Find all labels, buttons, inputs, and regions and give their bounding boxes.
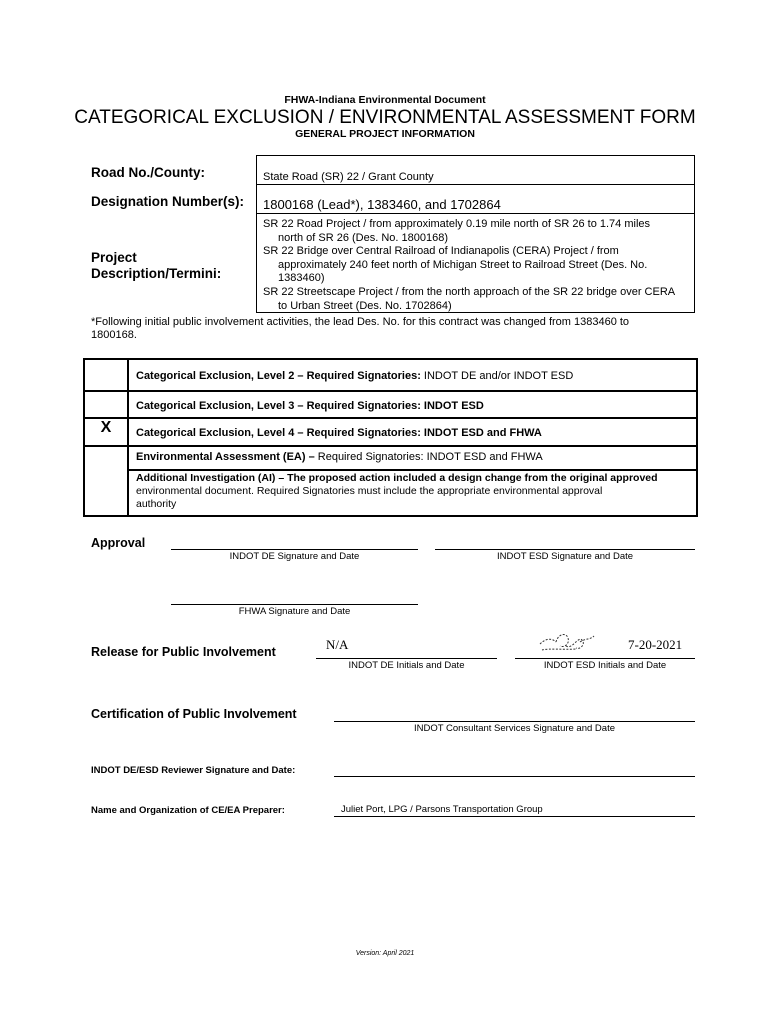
project-line: SR 22 Bridge over Central Railroad of Indianapolis (CERA) Project / from — [263, 245, 619, 258]
release-de-caption: INDOT DE Initials and Date — [348, 660, 465, 671]
designation-value: 1800168 (Lead*), 1383460, and 1702864 — [263, 197, 501, 212]
project-line: north of SR 26 (Des. No. 1800168) — [278, 231, 448, 244]
table-column-divider — [127, 360, 129, 515]
fhwa-signature-caption: FHWA Signature and Date — [238, 606, 351, 617]
level3-checkbox[interactable] — [85, 392, 127, 417]
footnote-line: 1800168. — [91, 329, 137, 341]
ai-option — [136, 472, 691, 511]
ai-description-line: authority — [136, 498, 177, 510]
table-row-divider — [85, 445, 696, 447]
form-title: CATEGORICAL EXCLUSION / ENVIRONMENTAL ASSESSMENT FORM — [74, 107, 696, 128]
footnote-line: *Following initial public involvement activities, the lead Des. No. for this contract was changed from 1383460 to — [91, 316, 630, 328]
lead-des-footnote — [91, 316, 629, 342]
project-description — [263, 218, 675, 313]
road-field[interactable] — [256, 155, 695, 185]
ai-description-line: environmental document. Required Signatories must include the appropriate environmental approval — [136, 485, 603, 497]
level3-option — [136, 400, 484, 412]
certification-line[interactable] — [334, 721, 695, 722]
release-label: Release for Public Involvement — [91, 645, 276, 659]
document-level-table — [83, 358, 698, 517]
designation-label: Designation Number(s): — [91, 194, 245, 209]
preparer-line[interactable] — [334, 816, 695, 817]
esd-initials-signature — [536, 630, 598, 656]
esd-signature-caption: INDOT ESD Signature and Date — [496, 551, 634, 562]
level4-mark: X — [100, 419, 112, 436]
level3-title: Categorical Exclusion, Level 3 – Required Signatories: INDOT ESD — [136, 400, 484, 412]
esd-signature-line[interactable] — [435, 549, 695, 550]
ea-option — [136, 451, 543, 463]
project-description-field[interactable] — [256, 214, 695, 313]
project-line: approximately 240 feet north of Michigan Street to Railroad Street (Des. No. — [278, 258, 648, 271]
release-esd-line[interactable] — [515, 658, 695, 659]
version-footer: Version: April 2021 — [355, 950, 415, 957]
preparer-value: Juliet Port, LPG / Parsons Transportation Group — [341, 804, 543, 815]
preparer-label: Name and Organization of CE/EA Preparer: — [91, 805, 285, 816]
table-row-divider — [85, 390, 696, 392]
road-label: Road No./County: — [91, 165, 205, 180]
ea-title: Environmental Assessment (EA) – — [136, 451, 315, 463]
ai-checkbox[interactable] — [85, 471, 127, 515]
reviewer-line[interactable] — [334, 776, 695, 777]
project-line: to Urban Street (Des. No. 1702864) — [278, 299, 452, 312]
level2-option — [136, 370, 573, 382]
level4-checkbox[interactable] — [85, 419, 127, 445]
release-esd-caption: INDOT ESD Initials and Date — [543, 660, 667, 671]
reviewer-label: INDOT DE/ESD Reviewer Signature and Date: — [91, 765, 296, 776]
project-line: 1383460) — [278, 272, 325, 285]
release-de-value: N/A — [326, 637, 349, 652]
level2-signatories: INDOT DE and/or INDOT ESD — [420, 370, 574, 382]
de-signature-line[interactable] — [171, 549, 418, 550]
certification-caption: INDOT Consultant Services Signature and Date — [413, 723, 615, 734]
level4-title: Categorical Exclusion, Level 4 – Required Signatories: INDOT ESD and FHWA — [136, 427, 542, 439]
ea-checkbox[interactable] — [85, 447, 127, 469]
road-value: State Road (SR) 22 / Grant County — [263, 171, 434, 183]
de-signature-caption: INDOT DE Signature and Date — [229, 551, 360, 562]
project-label-line1: Project — [91, 250, 137, 265]
form-subtitle: GENERAL PROJECT INFORMATION — [295, 128, 475, 140]
release-esd-value: 7-20-2021 — [628, 637, 683, 652]
designation-field[interactable] — [256, 184, 695, 214]
level4-option — [136, 427, 542, 439]
project-line: SR 22 Streetscape Project / from the north approach of the SR 22 bridge over CERA — [263, 285, 676, 298]
project-line: SR 22 Road Project / from approximately 0.19 mile north of SR 26 to 1.74 miles — [263, 218, 651, 230]
table-row-divider — [85, 417, 696, 419]
fhwa-signature-line[interactable] — [171, 604, 418, 605]
level2-checkbox[interactable] — [85, 360, 127, 390]
approval-label: Approval — [91, 536, 146, 550]
certification-label: Certification of Public Involvement — [91, 707, 297, 721]
ea-signatories: Required Signatories: INDOT ESD and FHWA — [314, 451, 543, 463]
ai-title: Additional Investigation (AI) – The proposed action included a design change from the original approved — [136, 472, 658, 484]
level2-title: Categorical Exclusion, Level 2 – Required Signatories: — [136, 370, 421, 382]
release-de-line[interactable] — [316, 658, 497, 659]
table-row-divider — [127, 469, 696, 471]
project-label-line2: Description/Termini: — [91, 266, 222, 281]
document-type: FHWA-Indiana Environmental Document — [284, 94, 486, 106]
